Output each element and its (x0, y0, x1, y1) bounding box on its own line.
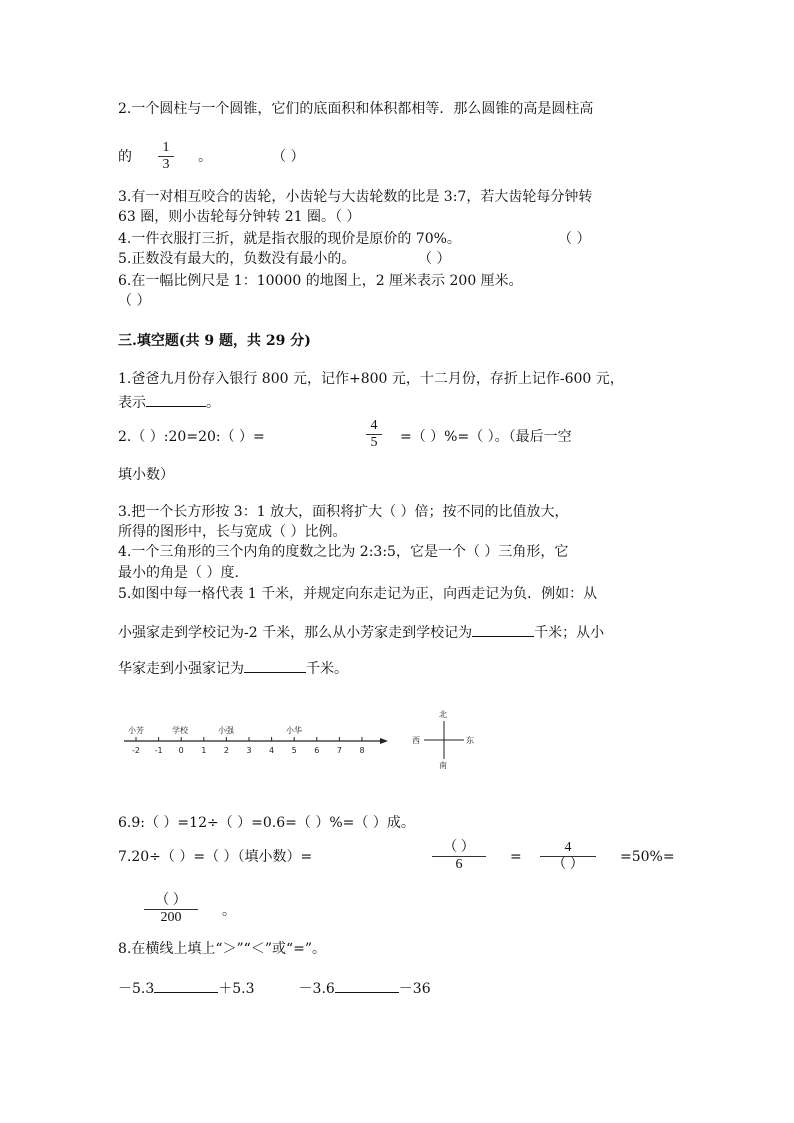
f7-frac3-den: 200 (160, 910, 182, 925)
q2-line1: 2.一个圆柱与一个圆锥，它们的底面积和体积都相等．那么圆锥的高是圆柱高 (118, 101, 594, 117)
number-line-tick-labels (132, 746, 365, 755)
f5-answer-blank-2[interactable] (244, 658, 306, 673)
tick-label: 7 (336, 746, 342, 755)
f2-part2: =（ ）%=（ ）。（最后一空 (400, 429, 572, 445)
tick-label: 2 (223, 746, 229, 755)
number-line-place-labels (128, 725, 302, 735)
tick-label: -2 (132, 746, 140, 755)
q6-line1: 6.在一幅比例尺是 1：10000 的地图上，2 厘米表示 200 厘米。 (118, 273, 523, 289)
q2-frac-den: 3 (162, 157, 170, 172)
f7-fraction-3 (144, 893, 198, 926)
f4-line1: 4.一个三角形的三个内角的度数之比为 2:3:5，它是一个（ ）三角形，它 (118, 544, 569, 560)
f2-line2: 填小数） (118, 467, 174, 483)
f2-frac-num: 4 (370, 418, 378, 433)
tick-label: 6 (314, 746, 320, 755)
tick-label: 1 (201, 746, 207, 755)
f7-end: 。 (222, 903, 236, 919)
f5-line1: 5.如图中每一格代表 1 千米，并规定向东走记为正，向西走记为负．例如：从 (118, 586, 598, 602)
f8-text: 8.在横线上填上“＞”“＜”或“=”。 (118, 941, 327, 957)
tick-label: 3 (246, 746, 252, 755)
q2-frac-num: 1 (162, 140, 170, 155)
f7-frac2-num: 4 (564, 840, 572, 855)
f7-fraction-2 (540, 840, 596, 873)
f5-line3-pre: 华家走到小强家记为 (118, 661, 244, 677)
f7-frac3-num[interactable]: （ ） (155, 893, 187, 908)
f3-line2: 所得的图形中，长与宽成（ ）比例。 (118, 524, 347, 540)
label-xiaohua: 小华 (286, 726, 302, 735)
tick-label: 0 (178, 746, 184, 755)
label-xiaofang: 小芳 (128, 726, 144, 735)
q2-line2-pre: 的 (118, 149, 132, 165)
q3-line2: 63 圈，则小齿轮每分钟转 21 圈。（ ） (118, 209, 361, 225)
q5-answer-paren[interactable]: （ ） (418, 251, 451, 267)
f1-answer-blank[interactable] (146, 392, 206, 407)
tick-label: 4 (269, 746, 275, 755)
number-line-figure (118, 705, 498, 775)
f7-eq: = (510, 849, 522, 865)
axis-arrow-icon (380, 738, 388, 744)
f2-frac-den: 5 (370, 435, 378, 450)
f5-line2-pre: 小强家走到学校记为-2 千米，那么从小芳家走到学校记为 (118, 625, 473, 641)
f1-line1: 1.爸爸九月份存入银行 800 元，记作+800 元，十二月份，存折上记作-600 元， (118, 371, 624, 387)
f7-part1: 7.20÷（ ）=（ ）（填小数）= (118, 849, 313, 865)
f8-b-left: －3.6 (298, 981, 335, 997)
f1-line2-post: 。 (206, 395, 220, 411)
label-xiaoqiang: 小强 (218, 726, 234, 735)
f7-frac1-den: 6 (455, 857, 463, 872)
f3-line1: 3.把一个长方形按 3：1 放大，面积将扩大（ ）倍；按不同的比值放大， (118, 504, 569, 520)
q2-answer-paren[interactable]: （ ） (272, 149, 305, 165)
compass-west: 西 (412, 736, 420, 745)
f5-line2 (118, 622, 604, 642)
compass-east: 东 (466, 736, 474, 745)
f5-answer-blank-1[interactable] (472, 622, 534, 637)
q4-answer-paren[interactable]: （ ） (558, 231, 591, 247)
tick-label: -1 (154, 746, 163, 755)
f7-frac1-num[interactable]: （ ） (443, 840, 475, 855)
f2-part1: 2.（ ）:20=20:（ ）= (118, 429, 265, 445)
f2-fraction (366, 418, 382, 451)
f5-line3 (118, 658, 348, 678)
q2-fraction (158, 140, 174, 173)
q6-answer-paren[interactable]: （ ） (118, 293, 151, 309)
f5-line2-post: 千米；从小 (534, 625, 605, 641)
f4-line2: 最小的角是（ ）度. (118, 565, 239, 581)
f7-frac2-den[interactable]: （ ） (552, 857, 584, 872)
f1-line2-pre: 表示 (118, 395, 146, 411)
q2-line2-post: 。 (198, 149, 212, 165)
tick-label: 8 (359, 746, 365, 755)
tick-label: 5 (291, 746, 297, 755)
f8-answer-blank-1[interactable] (154, 978, 218, 993)
f8-b-right: －36 (398, 981, 431, 997)
f7-part2: =50%= (620, 849, 675, 865)
q3-line1: 3.有一对相互咬合的齿轮，小齿轮与大齿轮数的比是 3:7，若大齿轮每分钟转 (118, 189, 593, 205)
f6-text: 6.9:（ ）=12÷（ ）=0.6=（ ）%=（ ）成。 (118, 815, 415, 831)
f1-line2 (118, 392, 220, 412)
f8-answer-blank-2[interactable] (335, 978, 399, 993)
f5-line3-post: 千米。 (306, 661, 348, 677)
compass-south: 南 (439, 761, 447, 770)
f8-a-left: －5.3 (118, 981, 155, 997)
f8-a-right: ＋5.3 (218, 981, 255, 997)
compass-north: 北 (439, 710, 447, 719)
f7-fraction-1 (432, 840, 486, 873)
f8-compare-row (118, 978, 431, 998)
section-title: 三.填空题(共 9 题，共 29 分) (118, 333, 311, 349)
q5-text: 5.正数没有最大的，负数没有最小的。 (118, 251, 356, 267)
q4-text: 4.一件衣服打三折，就是指衣服的现价是原价的 70%。 (118, 231, 461, 247)
label-school: 学校 (172, 726, 188, 735)
compass (412, 709, 474, 770)
